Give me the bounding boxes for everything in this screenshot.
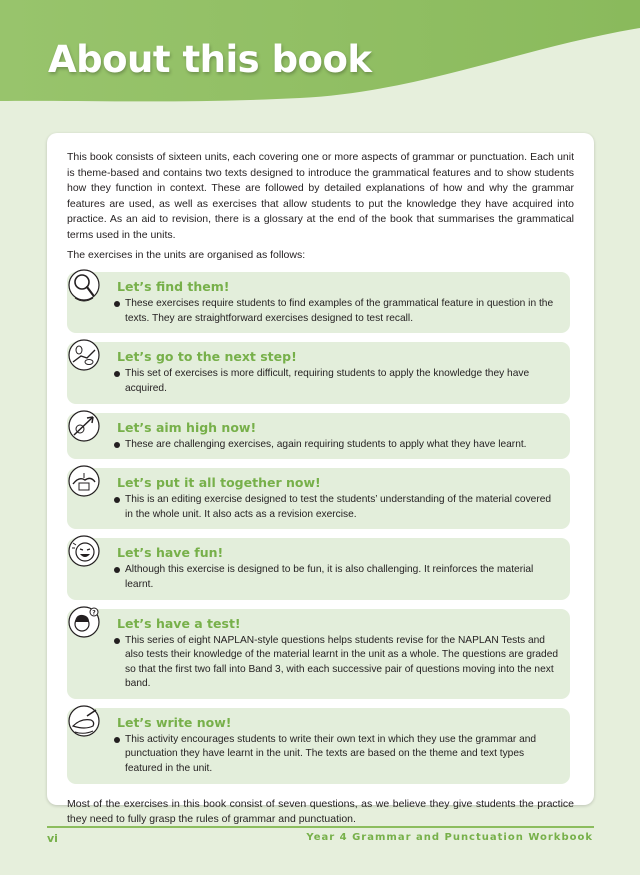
exercise-section-put-together	[67, 468, 570, 529]
magnifying-glass-icon	[67, 268, 101, 306]
intro-lead: The exercises in the units are organised as follows:	[67, 248, 306, 261]
section-description: Although this exercise is designed to be fun, it is also challenging. It reinforces the material learnt.	[117, 563, 560, 592]
section-title: Let’s aim high now!	[117, 419, 257, 435]
thinking-student-icon	[67, 605, 101, 643]
section-description: These are challenging exercises, again requiring students to apply what they have learnt.	[117, 438, 560, 453]
section-title: Let’s have a test!	[117, 615, 241, 631]
footer-rule	[47, 826, 594, 828]
section-title: Let’s find them!	[117, 279, 230, 295]
exercise-section-have-test	[67, 609, 570, 699]
svg-text:?: ?	[92, 609, 96, 616]
content-card	[47, 133, 594, 826]
book-title: Year 4 Grammar and Punctuation Workbook	[306, 832, 593, 843]
exercise-section-find-them	[67, 272, 570, 333]
puzzle-hands-icon	[67, 464, 101, 502]
bullet-icon	[114, 497, 120, 503]
bullet-icon	[114, 638, 120, 644]
exercise-section-write-now	[67, 708, 570, 784]
section-description: This activity encourages students to write their own text in which they use the grammar and punctuation they have learnt in the unit. The texts are based on the theme and text types featured in the unit.	[117, 733, 560, 777]
section-title: Let’s have fun!	[117, 545, 224, 561]
bullet-icon	[114, 567, 120, 573]
bullet-icon	[114, 301, 120, 307]
page-title: About this book	[48, 38, 372, 81]
footsteps-icon	[67, 338, 101, 376]
closing-paragraph: Most of the exercises in this book consist of seven questions, as we believe they give students the practice they need to fully grasp the rules of grammar and punctuation.	[67, 797, 574, 826]
exercise-section-aim-high	[67, 413, 570, 460]
writing-hand-icon	[67, 704, 101, 742]
page-number: vi	[47, 832, 58, 845]
section-title: Let’s go to the next step!	[117, 349, 297, 365]
intro-paragraph: This book consists of sixteen units, each covering one or more aspects of grammar or punctuation. Each unit is theme-based and contains two texts designed to introduce the grammatical features and to show students how they function in context. These are followed by detailed explanations of how and why the grammar features are used, as well as exercises that allow students to put the knowledge they have acquired into practice. As an aid to revision, there is a glossary at the end of the book that summarises the grammatical terms used in the units.	[67, 151, 574, 241]
bullet-icon	[114, 442, 120, 448]
exercise-section-have-fun	[67, 538, 570, 599]
section-description: This series of eight NAPLAN-style questions helps students revise for the NAPLAN Tests and also tests their knowledge of the material learnt in the unit as a whole. The questions are graded so that the first two fall into Band 3, with each successive pair of questions moving into the next band.	[117, 634, 560, 692]
bullet-icon	[114, 737, 120, 743]
section-description: This set of exercises is more difficult, requiring students to apply the knowledge they have acquired.	[117, 367, 560, 396]
section-description: These exercises require students to find examples of the grammatical feature in question in the texts. They are straightforward exercises designed to test recall.	[117, 297, 560, 326]
section-title: Let’s write now!	[117, 714, 232, 730]
arrow-target-icon	[67, 409, 101, 447]
section-title: Let’s put it all together now!	[117, 475, 321, 491]
bullet-icon	[114, 371, 120, 377]
section-description: This is an editing exercise designed to test the students’ understanding of the material covered in the whole unit. It also acts as a revision exercise.	[117, 493, 560, 522]
exercise-section-next-step	[67, 342, 570, 403]
laughing-face-icon	[67, 534, 101, 572]
